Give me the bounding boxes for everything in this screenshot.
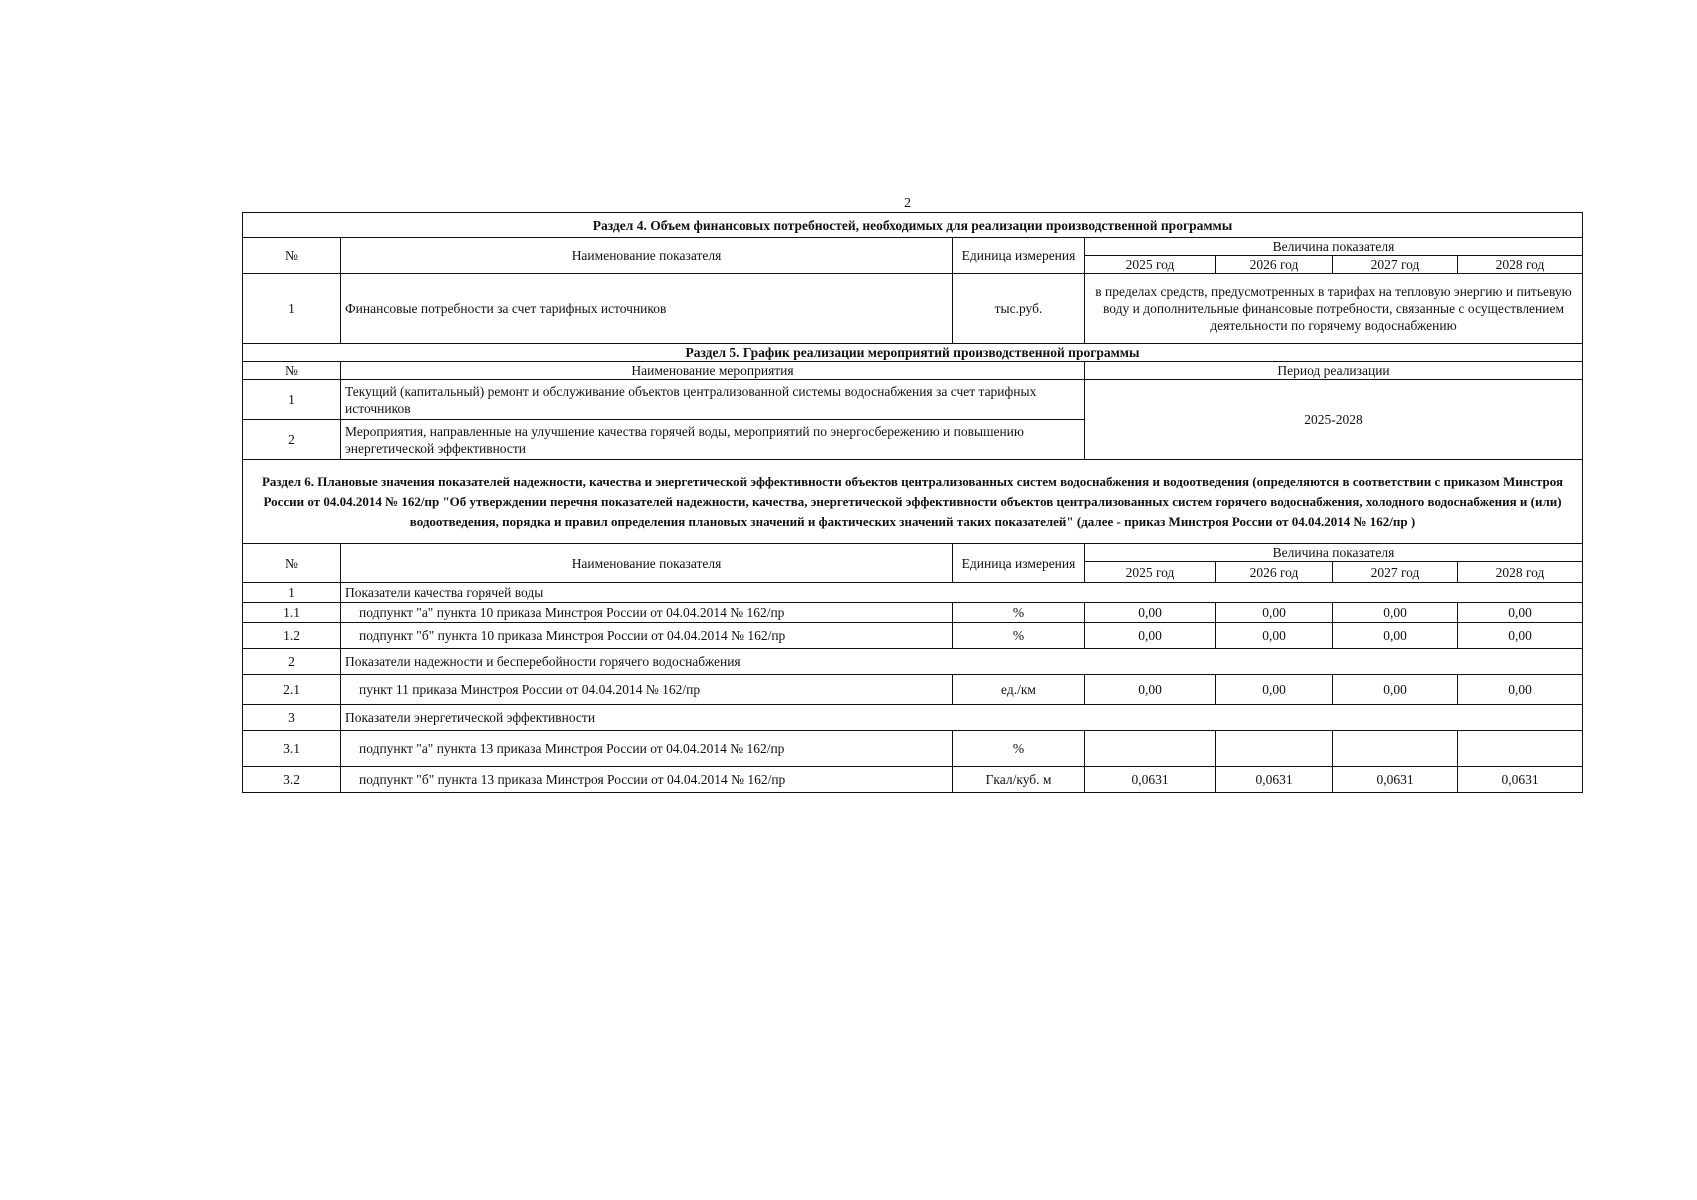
section4-row-unit: тыс.руб. (953, 274, 1085, 344)
row-1-2-value-2025: 0,00 (1085, 623, 1216, 649)
section4-year-2028: 2028 год (1458, 256, 1583, 274)
section5-row1-no: 1 (243, 380, 341, 420)
row-3-1-unit: % (953, 731, 1085, 767)
row-1-2-name: подпункт "б" пункта 10 приказа Минстроя России от 04.04.2014 № 162/пр (341, 623, 953, 649)
group3-name: Показатели энергетической эффективности (341, 705, 1583, 731)
section4-year-2025: 2025 год (1085, 256, 1216, 274)
document-sheet (242, 212, 1582, 793)
row-2-1-value-2027: 0,00 (1333, 675, 1458, 705)
group1-no: 1 (243, 583, 341, 603)
row-3-2-value-2026: 0,0631 (1216, 767, 1333, 793)
section4-row-value: в пределах средств, предусмотренных в тарифах на тепловую энергию и питьевую воду и дополнительные финансовые потребности, связанные с осуществлением деятельности по горячему водоснабжению (1085, 274, 1583, 344)
row-3-1-value-2025 (1085, 731, 1216, 767)
section4-header-no: № (243, 238, 341, 274)
row-1-2-no: 1.2 (243, 623, 341, 649)
row-3-2-value-2028: 0,0631 (1458, 767, 1583, 793)
row-1-1-value-2027: 0,00 (1333, 603, 1458, 623)
section5-title: Раздел 5. График реализации мероприятий производственной программы (243, 344, 1583, 362)
row-3-2-value-2027: 0,0631 (1333, 767, 1458, 793)
section4-header-name: Наименование показателя (341, 238, 953, 274)
section6-year-2026: 2026 год (1216, 562, 1333, 583)
row-2-1-value-2026: 0,00 (1216, 675, 1333, 705)
row-1-1-no: 1.1 (243, 603, 341, 623)
section4-row-no: 1 (243, 274, 341, 344)
section6-year-2028: 2028 год (1458, 562, 1583, 583)
section6-header-value: Величина показателя (1085, 544, 1583, 562)
group1-name: Показатели качества горячей воды (341, 583, 1583, 603)
row-1-1-value-2025: 0,00 (1085, 603, 1216, 623)
row-1-1-name: подпункт "а" пункта 10 приказа Минстроя России от 04.04.2014 № 162/пр (341, 603, 953, 623)
group3-no: 3 (243, 705, 341, 731)
section5-header-period: Период реализации (1085, 362, 1583, 380)
row-1-1-value-2026: 0,00 (1216, 603, 1333, 623)
row-3-2-name: подпункт "б" пункта 13 приказа Минстроя России от 04.04.2014 № 162/пр (341, 767, 953, 793)
section5-header-name: Наименование мероприятия (341, 362, 1085, 380)
row-3-1-no: 3.1 (243, 731, 341, 767)
row-3-1-value-2026 (1216, 731, 1333, 767)
section4-row-name: Финансовые потребности за счет тарифных источников (341, 274, 953, 344)
row-1-2-value-2027: 0,00 (1333, 623, 1458, 649)
section6-year-2027: 2027 год (1333, 562, 1458, 583)
row-3-1-value-2028 (1458, 731, 1583, 767)
group2-name: Показатели надежности и бесперебойности горячего водоснабжения (341, 649, 1583, 675)
section4-title: Раздел 4. Объем финансовых потребностей, необходимых для реализации производственной программы (243, 213, 1583, 238)
section5-row1-name: Текущий (капитальный) ремонт и обслуживание объектов централизованной системы водоснабжения за счет тарифных источников (341, 380, 1085, 420)
section4-header-value: Величина показателя (1085, 238, 1583, 256)
page-number: 2 (904, 196, 911, 211)
row-2-1-unit: ед./км (953, 675, 1085, 705)
section5-row2-no: 2 (243, 420, 341, 460)
row-2-1-no: 2.1 (243, 675, 341, 705)
row-3-2-no: 3.2 (243, 767, 341, 793)
section6-title: Раздел 6. Плановые значения показателей надежности, качества и энергетической эффективности объектов централизованных систем водоснабжения и водоотведения (определяются в соответствии с приказом Минстроя России от 04.04.2014 № 162/пр "Об утверждении перечня показателей надежности, качества, энергетической эффективности объектов централизованных систем горячего водоснабжения, холодного водоснабжения и (или) водоотведения, порядка и правил определения плановых значений и фактических значений таких показателей" (далее - приказ Минстроя России от 04.04.2014 № 162/пр ) (243, 460, 1583, 544)
row-3-1-value-2027 (1333, 731, 1458, 767)
section5-period: 2025-2028 (1085, 380, 1583, 460)
production-program-table (242, 212, 1583, 793)
section6-year-2025: 2025 год (1085, 562, 1216, 583)
row-3-2-unit: Гкал/куб. м (953, 767, 1085, 793)
row-2-1-value-2025: 0,00 (1085, 675, 1216, 705)
row-1-2-value-2028: 0,00 (1458, 623, 1583, 649)
section6-header-no: № (243, 544, 341, 583)
row-2-1-name: пункт 11 приказа Минстроя России от 04.04.2014 № 162/пр (341, 675, 953, 705)
row-1-1-value-2028: 0,00 (1458, 603, 1583, 623)
section5-header-no: № (243, 362, 341, 380)
section5-row2-name: Мероприятия, направленные на улучшение качества горячей воды, мероприятий по энергосбережению и повышению энергетической эффективности (341, 420, 1085, 460)
section4-year-2026: 2026 год (1216, 256, 1333, 274)
row-1-2-unit: % (953, 623, 1085, 649)
row-2-1-value-2028: 0,00 (1458, 675, 1583, 705)
row-1-1-unit: % (953, 603, 1085, 623)
row-1-2-value-2026: 0,00 (1216, 623, 1333, 649)
section6-header-name: Наименование показателя (341, 544, 953, 583)
section6-header-unit: Единица измерения (953, 544, 1085, 583)
row-3-2-value-2025: 0,0631 (1085, 767, 1216, 793)
section4-header-unit: Единица измерения (953, 238, 1085, 274)
row-3-1-name: подпункт "а" пункта 13 приказа Минстроя России от 04.04.2014 № 162/пр (341, 731, 953, 767)
section4-year-2027: 2027 год (1333, 256, 1458, 274)
group2-no: 2 (243, 649, 341, 675)
